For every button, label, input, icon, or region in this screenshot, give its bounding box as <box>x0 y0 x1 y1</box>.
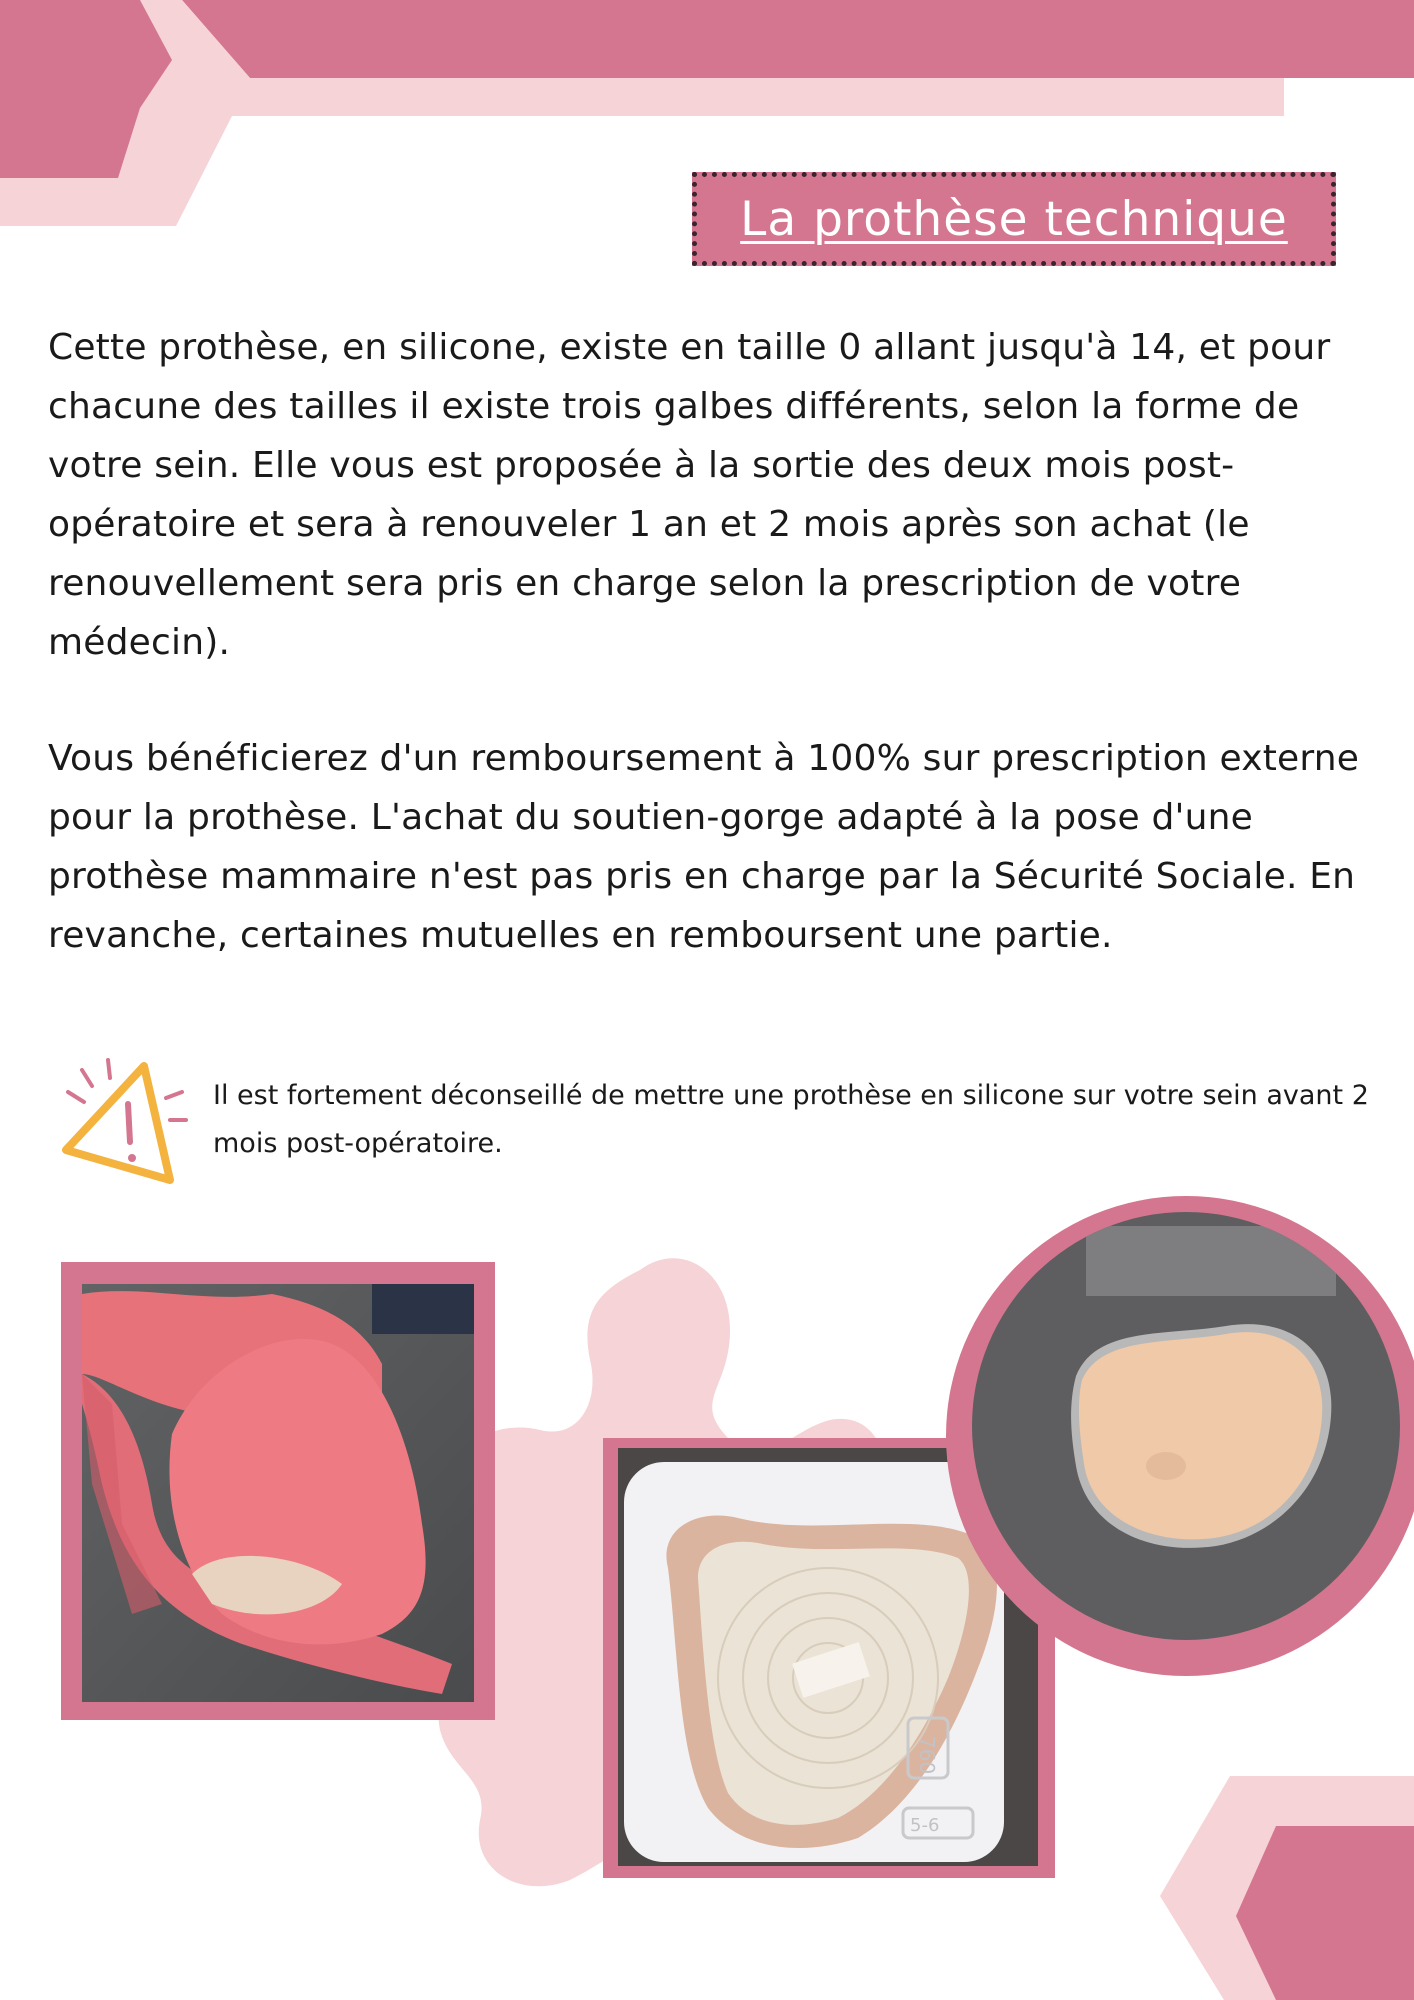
size-label-760: 760 <box>915 1736 939 1775</box>
paragraph-reimbursement: Vous bénéficierez d'un remboursement à 100% sur prescription externe pour la prothèse. L'achat du soutien-gorge adapté à la pose d'une prothèse mammaire n'est pas pris en charge par la Sécurité Sociale. En revanche, certaines mutuelles en remboursent une partie. <box>48 738 1360 956</box>
warning-triangle-icon <box>58 1058 190 1192</box>
warning-text: Il est fortement déconseillé de mettre une prothèse en silicone sur votre sein avant 2 mois post-opératoire. <box>213 1080 1369 1159</box>
page-title-box <box>692 172 1336 266</box>
bra-with-prosthesis-photo <box>82 1284 474 1702</box>
prosthesis-on-fabric-photo <box>936 1196 1414 1680</box>
footer-decoration <box>1150 1776 1414 2000</box>
size-label-56: 5-6 <box>910 1815 940 1836</box>
paragraph-prosthesis-description: Cette prothèse, en silicone, existe en taille 0 allant jusqu'à 14, et pour chacune des tailles il existe trois galbes différents, selon la forme de votre sein. Elle vous est proposée à la sortie des deux mois post-opératoire et sera à renouveler 1 an et 2 mois après son achat (le renouvellement sera pris en charge selon la prescription de votre médecin). <box>48 327 1331 663</box>
page-title: La prothèse technique <box>740 191 1288 247</box>
